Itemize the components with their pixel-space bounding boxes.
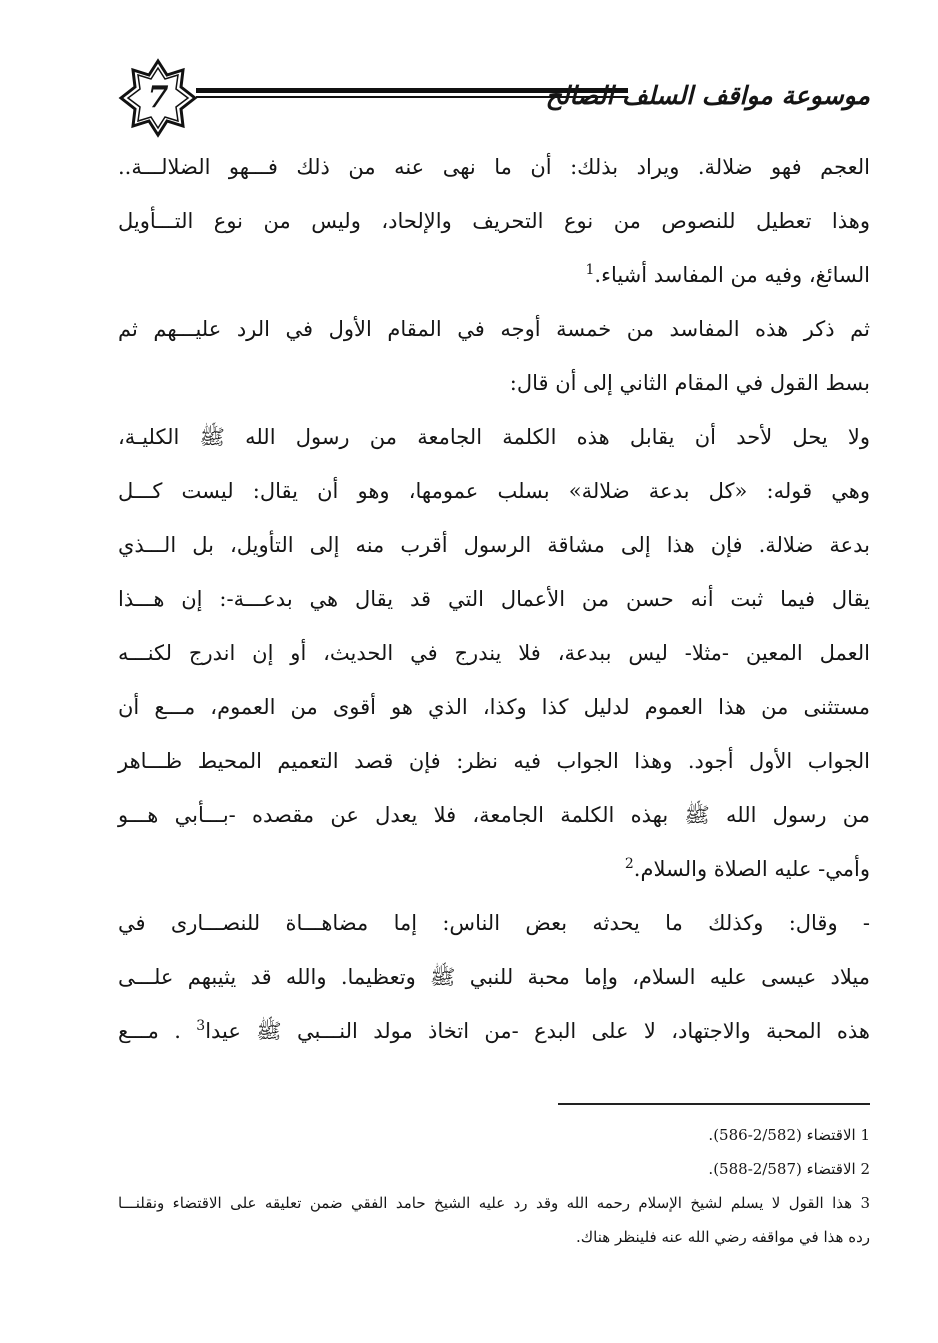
text-line: العمل المعين -مثلا- ليس ببدعة، فلا يندرج في الحديث، أو إن اندرج لكنـــه	[118, 641, 870, 665]
page-header	[118, 58, 870, 138]
page-number-badge	[118, 58, 198, 138]
footnote-divider	[558, 1103, 870, 1105]
text-line: وهذا تعطيل للنصوص من نوع التحريف والإلحاد، وليس من نوع التـــأويل	[118, 209, 870, 233]
text-line: مستثنى من هذا العموم لدليل كذا وكذا، الذي هو أقوى من العموم، مـــع أن	[118, 695, 870, 719]
text-line: وهي قوله: «كل بدعة ضلالة» بسلب عمومها، وهو أن يقال: ليست كـــل	[118, 479, 870, 503]
footnote-marker: 2	[624, 856, 634, 872]
text-line: من رسول الله ﷺ بهذه الكلمة الجامعة، فلا يعدل عن مقصده -بـــأبي هـــو	[118, 803, 870, 827]
footnotes	[118, 1118, 870, 1254]
text-line: هذه المحبة والاجتهاد، لا على البدع -من اتخاذ مولد النـــبي ﷺ عيدا$^3$ . مـــع	[118, 1018, 870, 1043]
footnote-marker: 3	[196, 1018, 206, 1034]
footnote: 1 الاقتضاء (2/582-586).	[708, 1126, 870, 1144]
main-text	[118, 140, 870, 1058]
text-line: الجواب الأول أجود. وهذا الجواب فيه نظر: فإن قصد التعميم المحيط ظـــاهر	[118, 749, 870, 773]
text-line: السائغ، وفيه من المفاسد أشياء.$^1$	[585, 262, 870, 287]
text-line: بسط القول في المقام الثاني إلى أن قال:	[509, 371, 870, 395]
text-line: ثم ذكر هذه المفاسد من خمسة أوجه في المقام الأول في الرد عليـــهم ثم	[118, 317, 870, 341]
text-line: ولا يحل لأحد أن يقابل هذه الكلمة الجامعة من رسول الله ﷺ الكليـة،	[118, 425, 870, 449]
page-number: 7	[147, 80, 169, 115]
text-line: يقال فيما ثبت أنه حسن من الأعمال التي قد يقال هي بدعـــة-: إن هـــذا	[118, 587, 870, 611]
text-line: العجم فهو ضلالة. ويراد بذلك: أن ما نهى عنه من ذلك فـــهو الضلالـــة..	[118, 155, 870, 179]
text-line: - وقال: وكذلك ما يحدثه بعض الناس: إما مضاهـــاة للنصـــارى في	[118, 911, 870, 935]
footnote-continuation: رده هذا في مواقفه رضي الله عنه فلينظر هناك.	[576, 1228, 870, 1246]
text-line: بدعة ضلالة. فإن هذا إلى مشاقة الرسول أقرب منه إلى التأويل، بل الـــذي	[118, 533, 870, 557]
footnote: 2 الاقتضاء (2/587-588).	[708, 1160, 870, 1178]
footnote: 3 هذا القول لا يسلم لشيخ الإسلام رحمه الله وقد رد عليه الشيخ حامد الفقي ضمن تعليقه على الاقتضاء ونقلنـــا	[118, 1194, 870, 1212]
text-line: وأمي- عليه الصلاة والسلام.$^2$	[624, 856, 870, 881]
footnote-marker: 1	[585, 262, 595, 278]
book-title: موسوعة مواقف السلف الصالح	[545, 81, 870, 110]
text-line: ميلاد عيسى عليه السلام، وإما محبة للنبي ﷺ وتعظيما. والله قد يثيبهم علـــى	[118, 965, 870, 989]
